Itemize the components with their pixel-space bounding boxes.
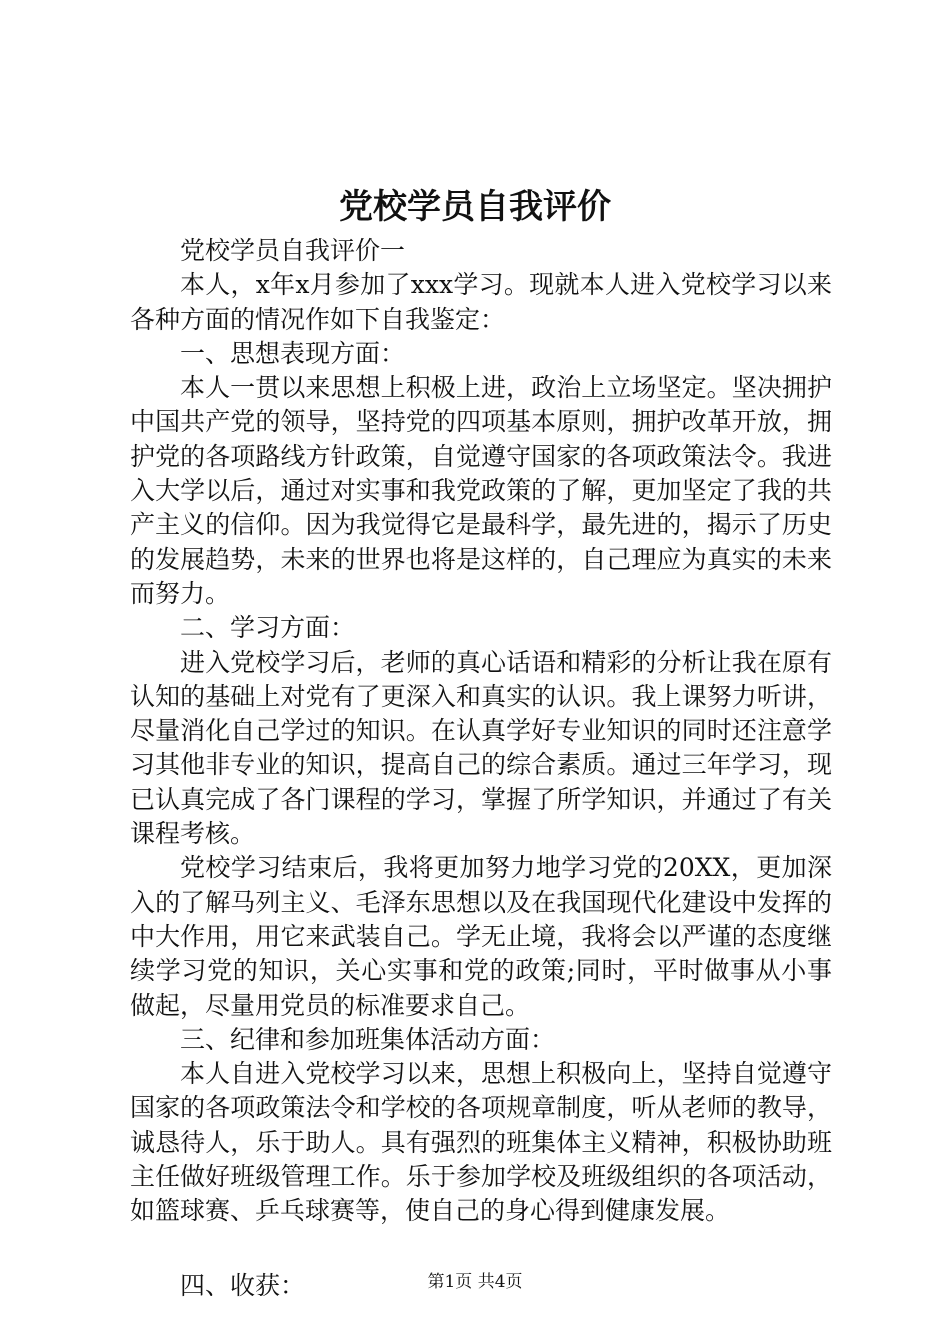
subtitle-paragraph: 党校学员自我评价一 [180, 236, 406, 265]
discipline-paragraph: 本人自进入党校学习以来，思想上积极向上，坚持自觉遵守国家的各项政策法令和学校的各项规章制度，听从老师的教导，诚恳待人，乐于助人。具有强烈的班集体主义精神，积极协助班主任做好班级管理工作。乐于参加学校及班级组织的各项活动，如篮球赛、乒乓球赛等，使自己的身心得到健康发展。 [130, 1059, 832, 1226]
study-paragraph: 进入党校学习后，老师的真心话语和精彩的分析让我在原有认知的基础上对党有了更深入和真实的认识。我上课努力听讲，尽量消化自己学过的知识。在认真学好专业知识的同时还注意学习其他非专业的知识，提高自己的综合素质。通过三年学习，现已认真完成了各门课程的学习，掌握了所学知识，并通过了有关课程考核。 [130, 647, 832, 849]
section-heading-thought: 一、思想表现方面： [180, 338, 406, 368]
page-footer: 第1页 共4页 [427, 1272, 523, 1292]
intro-paragraph: 本人，x年x月参加了xxx学习。现就本人进入党校学习以来各种方面的情况作如下自我鉴定： [130, 270, 832, 334]
section-heading-discipline: 三、纪律和参加班集体活动方面： [180, 1024, 556, 1054]
study-plan-paragraph: 党校学习结束后，我将更加努力地学习党的20XX，更加深入的了解马列主义、毛泽东思想以及在我国现代化建设中发挥的中大作用，用它来武装自己。学无止境，我将会以严谨的态度继续学习党的知识，关心实事和党的政策;同时，平时做事从小事做起，尽量用党员的标准要求自己。 [130, 853, 832, 1020]
section-heading-study: 二、学习方面： [180, 613, 356, 643]
document-title: 党校学员自我评价 [339, 187, 611, 227]
section-heading-harvest: 四、收获： [180, 1270, 306, 1300]
document-body [130, 234, 832, 1303]
thought-paragraph: 本人一贯以来思想上积极上进，政治上立场坚定。坚决拥护中国共产党的领导，坚持党的四项基本原则，拥护改革开放，拥护党的各项路线方针政策，自觉遵守国家的各项政策法令。我进入大学以后，通过对实事和我党政策的了解，更加坚定了我的共产主义的信仰。因为我觉得它是最科学，最先进的，揭示了历史的发展趋势，未来的世界也将是这样的，自己理应为真实的未来而努力。 [130, 373, 832, 608]
